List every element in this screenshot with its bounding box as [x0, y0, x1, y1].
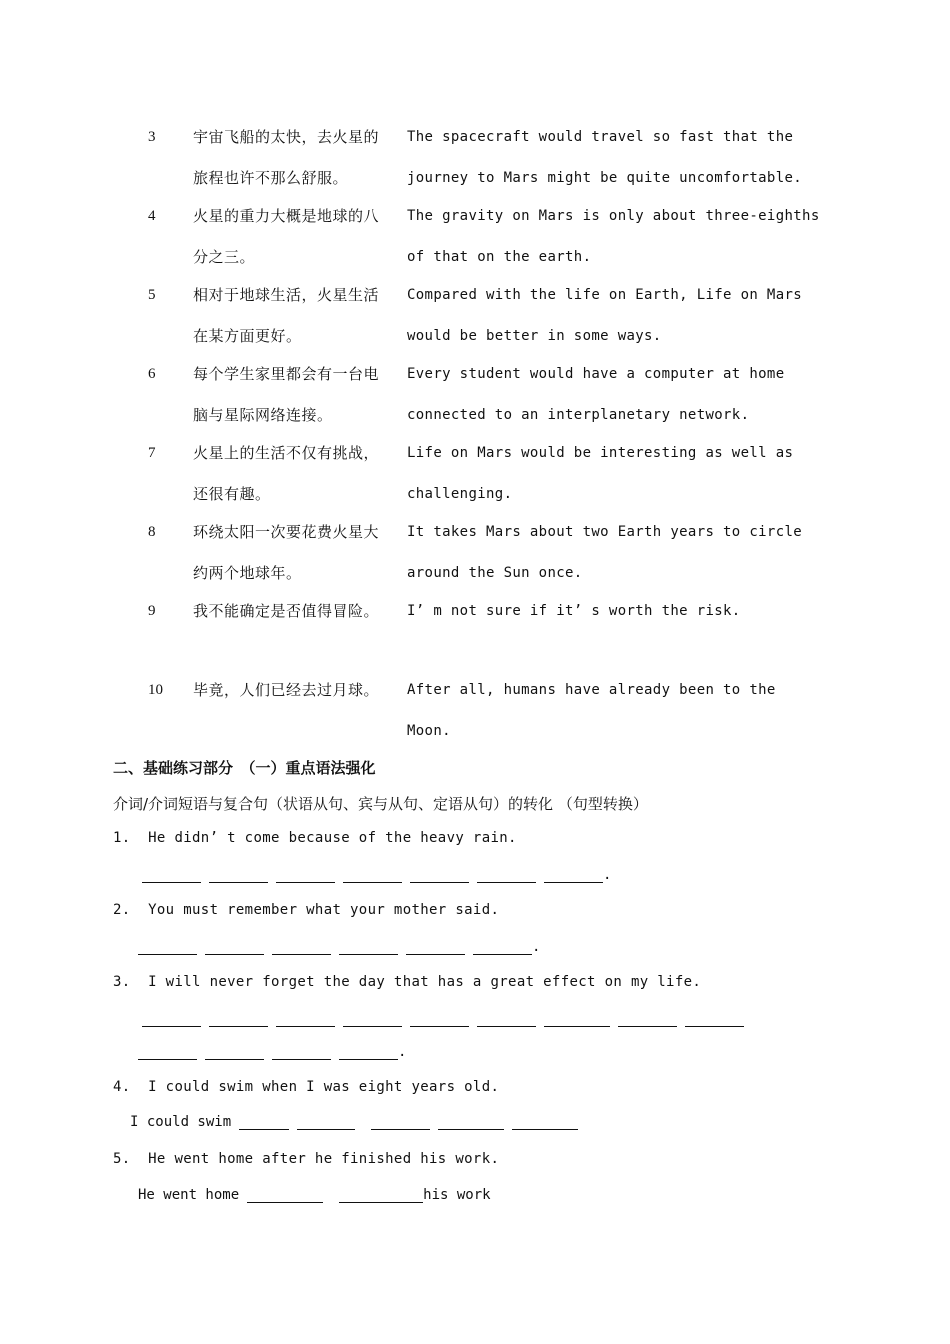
answer-blank[interactable] — [138, 1043, 197, 1060]
answer-blank[interactable] — [477, 1010, 536, 1027]
answer-blank[interactable] — [276, 866, 335, 883]
exercise-3-sentence: 3. I will never forget the day that has a great effect on my life. — [113, 974, 702, 990]
sentence-period: . — [532, 939, 541, 955]
answer-blank[interactable] — [276, 1010, 335, 1027]
answer-blank[interactable] — [205, 938, 264, 955]
exercise-1-answer-blanks — [142, 866, 611, 883]
sentence-period: . — [603, 867, 612, 883]
row-number: 10 — [148, 682, 163, 698]
english-sentence — [407, 591, 827, 632]
answer-blank[interactable] — [138, 938, 197, 955]
english-line-1: Life on Mars would be interesting as well as — [407, 445, 794, 461]
chinese-sentence: 火星上的生活不仅有挑战，还很有趣。 — [193, 444, 380, 503]
answer-blank[interactable] — [410, 1010, 469, 1027]
answer-blank[interactable] — [685, 1010, 744, 1027]
chinese-sentence: 宇宙飞船的太快，去火星的旅程也许不那么舒服。 — [193, 128, 380, 187]
answer-blank[interactable] — [544, 866, 603, 883]
answer-blank[interactable] — [544, 1010, 610, 1027]
answer-prefix: He went home — [138, 1187, 240, 1203]
answer-blank[interactable] — [343, 866, 402, 883]
answer-blank[interactable] — [209, 866, 268, 883]
answer-blank[interactable] — [406, 938, 465, 955]
chinese-sentence: 环绕太阳一次要花费火星大约两个地球年。 — [193, 523, 380, 582]
section-heading: 二、基础练习部分 （一）重点语法强化 — [113, 759, 376, 777]
exercise-2-answer-blanks — [138, 938, 540, 955]
answer-suffix: his work — [423, 1187, 491, 1203]
exercise-3-answer-blanks-line-1 — [142, 1010, 744, 1027]
chinese-sentence: 火星的重力大概是地球的八分之三。 — [193, 207, 380, 266]
english-sentence — [407, 354, 827, 436]
english-sentence — [407, 670, 827, 752]
row-number: 6 — [148, 366, 156, 382]
exercise-5-sentence: 5. He went home after he finished his work. — [113, 1151, 500, 1167]
english-sentence — [407, 512, 827, 594]
english-line-2: challenging. — [407, 486, 513, 502]
answer-blank[interactable] — [272, 938, 331, 955]
answer-blank[interactable] — [142, 866, 201, 883]
answer-blank[interactable] — [339, 938, 398, 955]
english-line-2: around the Sun once. — [407, 565, 583, 581]
exercise-2-sentence: 2. You must remember what your mother said. — [113, 902, 500, 918]
exercise-3-answer-blanks-line-2 — [138, 1043, 406, 1060]
answer-blank[interactable] — [247, 1186, 323, 1203]
exercise-4-sentence: 4. I could swim when I was eight years old. — [113, 1079, 500, 1095]
english-sentence — [407, 275, 827, 357]
chinese-sentence: 我不能确定是否值得冒险。 — [193, 602, 380, 620]
english-line-1: I’ m not sure if it’ s worth the risk. — [407, 603, 741, 619]
answer-blank[interactable] — [410, 866, 469, 883]
chinese-sentence: 相对于地球生活，火星生活在某方面更好。 — [193, 286, 380, 345]
english-line-1: It takes Mars about two Earth years to circle — [407, 524, 803, 540]
row-number: 7 — [148, 445, 156, 461]
answer-blank[interactable] — [473, 938, 532, 955]
answer-blank[interactable] — [512, 1113, 578, 1130]
answer-blank[interactable] — [297, 1113, 355, 1130]
chinese-sentence: 每个学生家里都会有一台电脑与星际网络连接。 — [193, 365, 380, 424]
english-line-1: Every student would have a computer at home — [407, 366, 785, 382]
answer-blank[interactable] — [272, 1043, 331, 1060]
section-subheading: 介词/介词短语与复合句（状语从句、宾与从句、定语从句）的转化 （句型转换） — [113, 795, 648, 813]
answer-blank[interactable] — [339, 1186, 423, 1203]
answer-blank[interactable] — [205, 1043, 264, 1060]
answer-blank[interactable] — [142, 1010, 201, 1027]
row-number: 8 — [148, 524, 156, 540]
english-line-1: After all, humans have already been to the Moon. — [407, 682, 776, 739]
english-line-2: journey to Mars might be quite uncomfortable. — [407, 170, 803, 186]
answer-blank[interactable] — [371, 1113, 430, 1130]
exercise-1-sentence: 1. He didn’ t come because of the heavy rain. — [113, 830, 517, 846]
english-line-2: connected to an interplanetary network. — [407, 407, 750, 423]
english-sentence — [407, 433, 827, 515]
exercise-5-answer-line — [138, 1186, 491, 1203]
sentence-period: . — [398, 1044, 407, 1060]
english-sentence — [407, 117, 827, 199]
answer-blank[interactable] — [209, 1010, 268, 1027]
row-number: 4 — [148, 208, 156, 224]
answer-blank[interactable] — [339, 1043, 398, 1060]
answer-prefix: I could swim — [130, 1114, 232, 1130]
exercise-4-answer-line — [130, 1113, 578, 1130]
answer-blank[interactable] — [343, 1010, 402, 1027]
english-line-1: Compared with the life on Earth, Life on Mars — [407, 287, 803, 303]
row-number: 9 — [148, 603, 156, 619]
answer-blank[interactable] — [438, 1113, 504, 1130]
english-sentence — [407, 196, 827, 278]
english-line-2: would be better in some ways. — [407, 328, 662, 344]
english-line-2: of that on the earth. — [407, 249, 592, 265]
english-line-1: The gravity on Mars is only about three-eighths — [407, 208, 820, 224]
row-number: 5 — [148, 287, 156, 303]
answer-blank[interactable] — [618, 1010, 677, 1027]
answer-blank[interactable] — [239, 1113, 289, 1130]
answer-blank[interactable] — [477, 866, 536, 883]
english-line-1: The spacecraft would travel so fast that the — [407, 129, 794, 145]
chinese-sentence: 毕竟，人们已经去过月球。 — [193, 681, 380, 699]
row-number: 3 — [148, 129, 156, 145]
